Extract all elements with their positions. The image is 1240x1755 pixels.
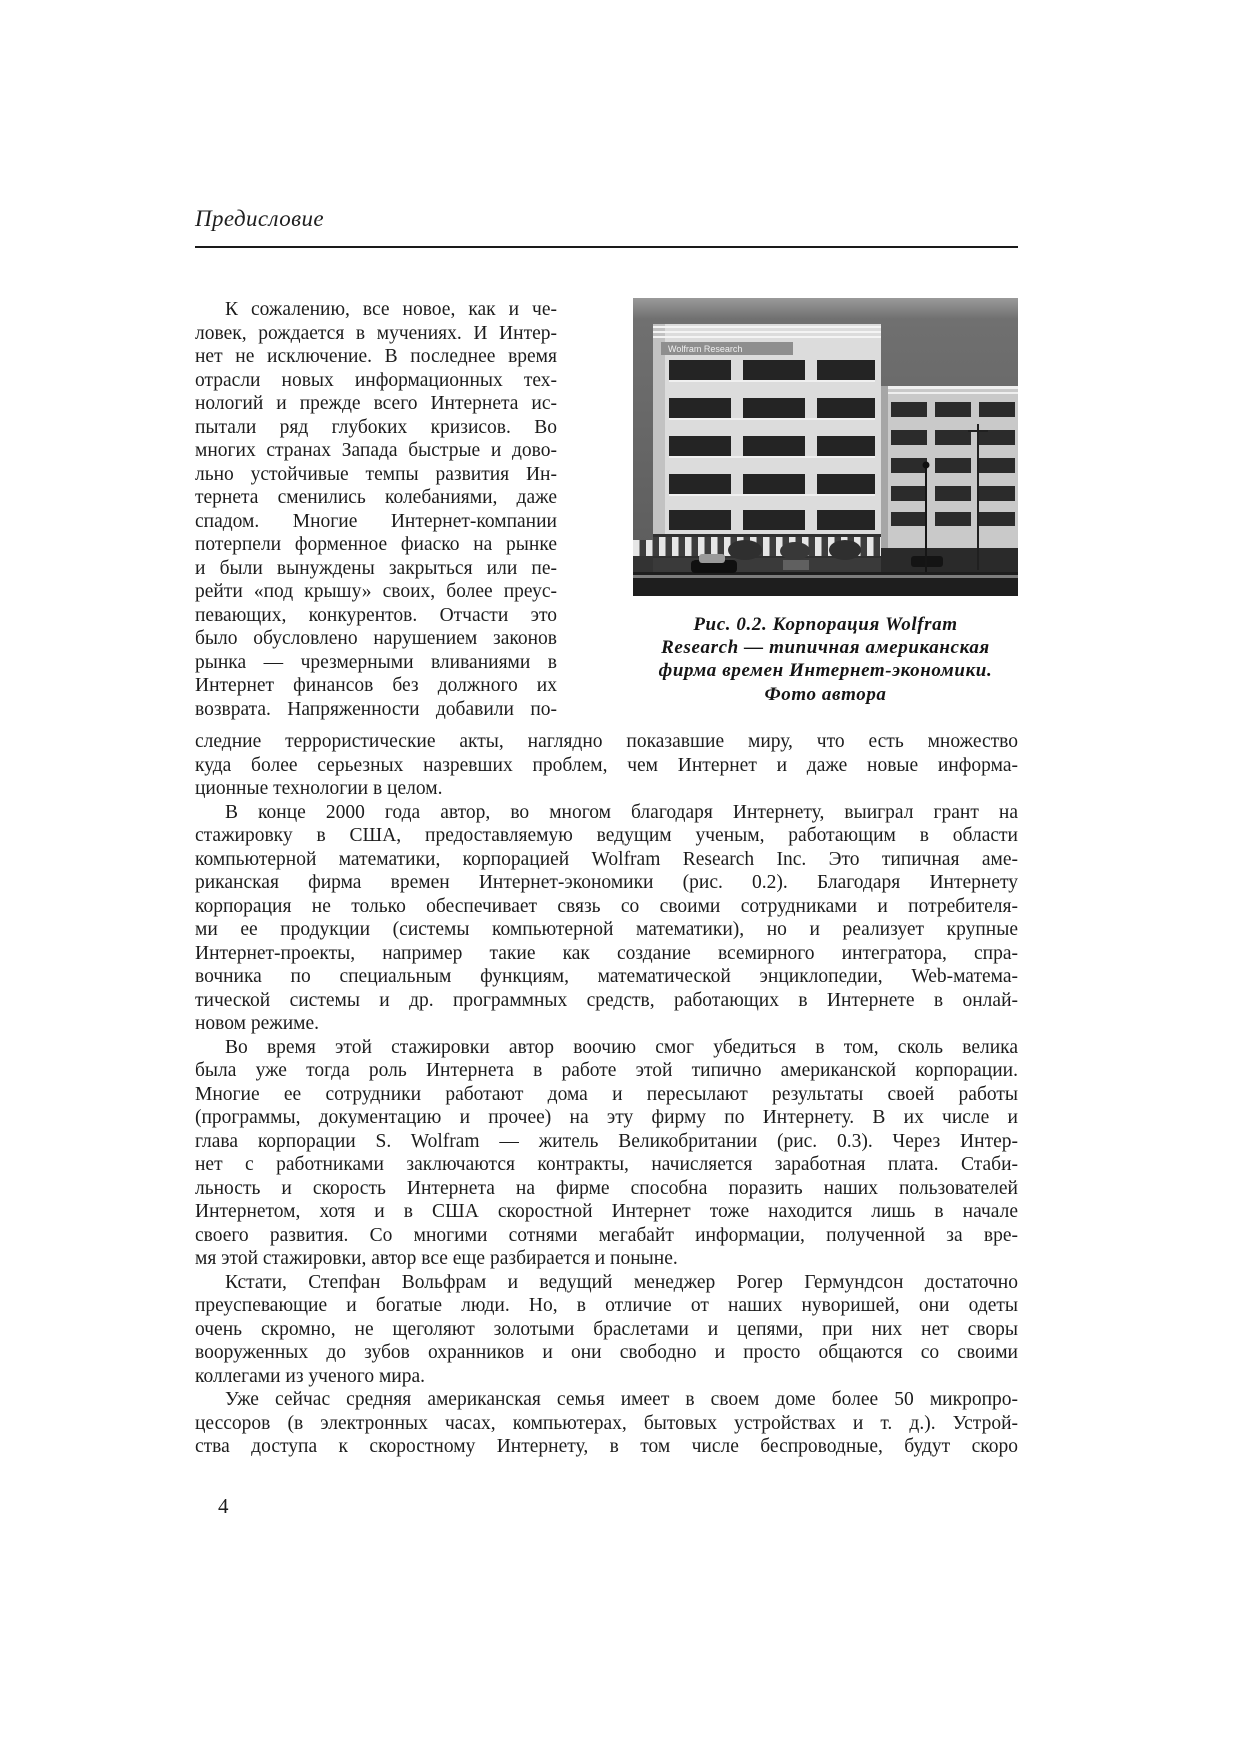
text-line: ства доступа к скоростному Интернету, в том числе беспроводные, будут скоро <box>195 1436 1018 1457</box>
text-line: потерпели форменное фиаско на рынке <box>195 534 557 555</box>
text-line: мя этой стажировки, автор все еще разбирается и поныне. <box>195 1248 678 1269</box>
text-line: ми ее продукции (системы компьютерной математики), но и реализует крупные <box>195 919 1018 940</box>
two-column-section <box>195 298 1018 721</box>
building-photo-illustration <box>633 298 1018 596</box>
text-line: певающих, конкурентов. Отчасти это <box>195 604 557 626</box>
text-line: Во время этой стажировки автор воочию смог убедиться в том, сколь велика <box>225 1036 1018 1058</box>
text-line: корпорация не только обеспечивает связь со своими сотрудниками и потребителя- <box>195 895 1018 917</box>
text-line: преуспевающие и богатые люди. Но, в отличие от наших нуворишей, они одеты <box>195 1295 1018 1316</box>
page-number: 4 <box>218 1494 229 1518</box>
text-line: вочника по специальным функциям, математической энциклопедии, Web-матема- <box>195 966 1018 987</box>
text-line: Фото автора <box>764 683 887 705</box>
text-line: глава корпорации S. Wolfram — житель Великобритании (рис. 0.3). Через Интер- <box>195 1130 1018 1152</box>
text-line: Интернет финансов без должного их <box>195 675 557 696</box>
text-line: была уже тогда роль Интернета в работе этой типично американской корпорации. <box>195 1060 1018 1081</box>
text-line: и были вынуждены закрыться или пе- <box>195 557 557 579</box>
text-line: рынка — чрезмерными вливаниями в <box>195 651 557 673</box>
text-line: К сожалению, все новое, как и че- <box>225 299 557 320</box>
text-line: фирма времен Интернет-экономики. <box>658 660 993 682</box>
text-line: новом режиме. <box>195 1013 320 1034</box>
text-line: следние террористические акты, наглядно показавшие миру, что есть множество <box>195 731 1018 752</box>
text-line: Многие ее сотрудники работают дома и пересылают результаты своей работы <box>195 1083 1018 1105</box>
running-header: Предисловие <box>195 206 324 231</box>
figure-caption <box>633 613 1018 706</box>
text-line: коллегами из ученого мира. <box>195 1365 426 1387</box>
paragraph-2 <box>195 801 1018 1036</box>
text-line: отрасли новых информационных тех- <box>195 369 557 391</box>
text-line: ловек, рождается в мучениях. И Интер- <box>195 322 557 344</box>
text-line: нет с работниками заключаются контракты, начисляется заработная плата. Стаби- <box>195 1154 1018 1175</box>
text-line: Кстати, Степфан Вольфрам и ведущий менеджер Рогер Гермундсон достаточно <box>225 1271 1018 1293</box>
text-line: ционные технологии в целом. <box>195 778 443 799</box>
building-sign-text: Wolfram Research <box>668 344 743 354</box>
text-line: возврата. Напряженности добавили по- <box>195 698 557 720</box>
text-line: цессоров (в электронных часах, компьютерах, бытовых устройствах и т. д.). Устрой- <box>195 1412 1018 1434</box>
text-block <box>195 0 1018 1459</box>
header-rule <box>195 246 1018 248</box>
paragraph-4 <box>195 1271 1018 1389</box>
paragraph-5 <box>195 1388 1018 1459</box>
text-line: компьютерной математики, корпорацией Wolfram Research Inc. Это типичная аме- <box>195 848 1018 870</box>
text-line: тической системы и др. программных средств, работающих в Интернете в онлай- <box>195 989 1018 1011</box>
text-line: своего развития. Со многими сотнями мегабайт информации, полученной за вре- <box>195 1224 1018 1246</box>
text-line: Research — типичная американская <box>661 637 990 659</box>
text-line: нологий и прежде всего Интернета ис- <box>195 393 557 414</box>
text-line: Интернет-проекты, например такие как создание всемирного интегратора, спра- <box>195 942 1018 964</box>
paragraph-1-continuation <box>195 730 1018 801</box>
text-line: пытали ряд глубоких кризисов. Во <box>195 416 557 438</box>
text-line: (программы, документацию и прочее) на эту фирму по Интернету. В их числе и <box>195 1107 1018 1128</box>
text-line: очень скромно, не щеголяют золотыми браслетами и цепями, при них нет своры <box>195 1318 1018 1340</box>
text-line: рейти «под крышу» своих, более преус- <box>195 581 557 602</box>
text-line: Уже сейчас средняя американская семья имеет в своем доме более 50 микропро- <box>225 1389 1018 1410</box>
text-line: спадом. Многие Интернет-компании <box>195 510 557 532</box>
text-line: многих странах Запада быстрые и дово- <box>195 440 557 461</box>
text-line: риканская фирма времен Интернет-экономики (рис. 0.2). Благодаря Интернету <box>195 872 1018 893</box>
text-line: Интернетом, хотя и в США скоростной Интернет тоже находится лишь в начале <box>195 1201 1018 1222</box>
text-line: стажировку в США, предоставляемую ведущим ученым, работающим в области <box>195 825 1018 846</box>
text-line: вооруженных до зубов охранников и они свободно и просто общаются со своими <box>195 1342 1018 1363</box>
text-line: льно устойчивые темпы развития Ин- <box>195 463 557 485</box>
figure-0-2 <box>633 298 1018 706</box>
text-line: тернета сменились колебаниями, даже <box>195 487 557 508</box>
text-line: В конце 2000 года автор, во многом благодаря Интернету, выиграл грант на <box>225 801 1018 823</box>
paragraph-3 <box>195 1036 1018 1271</box>
text-line: куда более серьезных назревших проблем, чем Интернет и даже новые информа- <box>195 754 1018 776</box>
text-line: нет не исключение. В последнее время <box>195 346 557 367</box>
intro-paragraph-column <box>195 298 557 721</box>
building-photo <box>633 298 1018 596</box>
text-line: было обусловлено нарушением законов <box>195 628 557 649</box>
text-line: Рис. 0.2. Корпорация Wolfram <box>693 614 958 635</box>
text-line: льность и скорость Интернета на фирме способна поразить наших пользователей <box>195 1177 1018 1199</box>
